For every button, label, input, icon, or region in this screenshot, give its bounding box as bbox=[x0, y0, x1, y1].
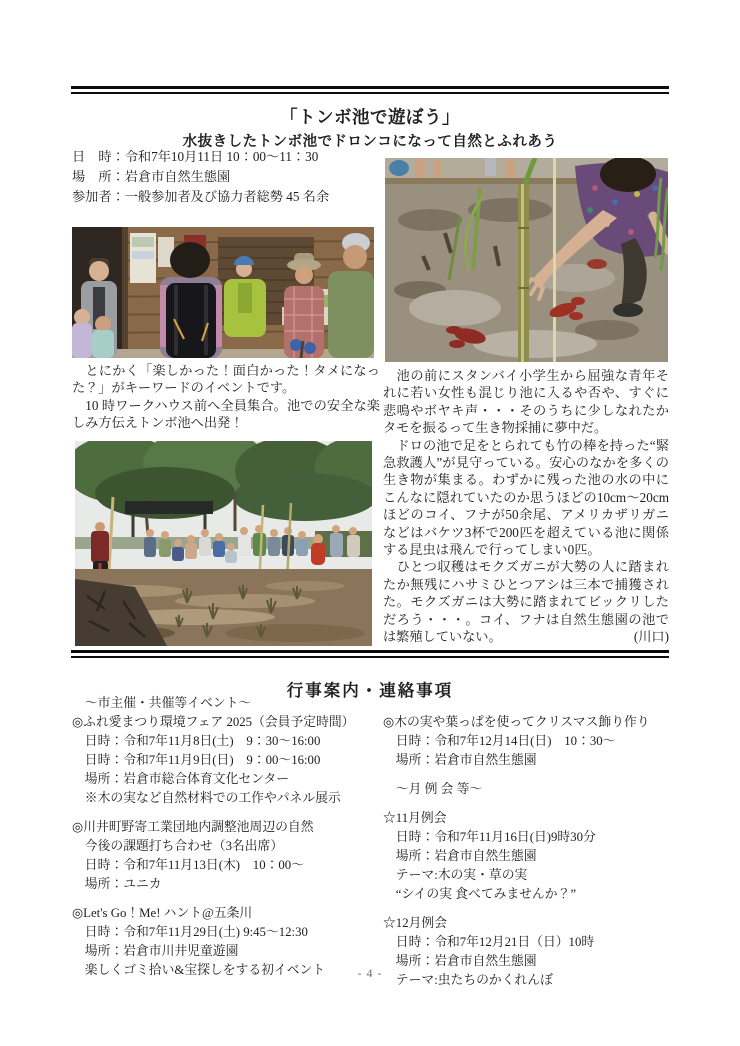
event-line: 日時：令和7年11月29日(土) 9:45～12:30 bbox=[72, 925, 308, 939]
event-block bbox=[383, 713, 673, 770]
paragraph-text: ひとつ収穫はモクズガニが大勢の人に踏まれたか無残にハサミひとつアシは三本で捕獲された。モクズガニは大勢に踏まれてビックリしただろう・・・。コイ、フナは自然生態園の池では繁殖していない。 bbox=[383, 559, 669, 645]
event-line: ※木の実など自然材料での工作やパネル展示 bbox=[72, 791, 341, 805]
event-line: 日時：令和7年11月16日(日)9時30分 bbox=[383, 830, 596, 844]
event-block bbox=[383, 809, 673, 904]
event-line: 日時：令和7年11月9日(日) 9：00～16:00 bbox=[72, 753, 321, 767]
paragraph: 10 時ワークハウス前へ全員集合。池での安全な楽しみ方伝えトンボ池へ出発！ bbox=[72, 397, 380, 431]
event-line: “シイの実 食べてみませんか？” bbox=[383, 887, 577, 901]
article-title: 「トンボ池で遊ぼう」 bbox=[280, 106, 460, 127]
event-line: 日時：令和7年12月14日(日) 10：30～ bbox=[383, 734, 616, 748]
event-line: 場所：岩倉市自然生態園 bbox=[383, 849, 537, 863]
event-line: ◎Let's Go！Me! ハント@五条川 bbox=[72, 906, 253, 920]
photo-pond-illustration bbox=[75, 441, 372, 646]
event-line: 日時：令和7年12月21日（日）10時 bbox=[383, 935, 595, 949]
events-left-column bbox=[72, 694, 380, 990]
section-heading: 行事案内・連絡事項 bbox=[286, 680, 454, 700]
photo-mud-illustration bbox=[385, 158, 668, 362]
event-line: 場所：岩倉市自然生態園 bbox=[383, 753, 537, 767]
article-left-column bbox=[72, 362, 380, 432]
event-line: 日時：令和7年11月8日(土) 9：30～16:00 bbox=[72, 734, 321, 748]
event-line: ☆11月例会 bbox=[383, 811, 447, 825]
event-line: 場所：岩倉市自然生態園 bbox=[383, 954, 537, 968]
article-right-column bbox=[383, 367, 669, 646]
photo-mud-crayfish bbox=[385, 158, 668, 362]
event-line: ◎木の実や葉っぱを使ってクリスマス飾り作り bbox=[383, 715, 650, 729]
event-info bbox=[72, 147, 382, 207]
event-line: ◎ふれ愛まつり環境フェア 2025（会員予定時間） bbox=[72, 715, 355, 729]
event-line: テーマ:虫たちのかくれんぼ bbox=[383, 973, 553, 987]
event-line: 今後の課題打ち合わせ（3名出席） bbox=[72, 839, 284, 853]
info-place: 場 所：岩倉市自然生態園 bbox=[72, 169, 231, 184]
paragraph: ドロの池で足をとられても竹の棒を持った“緊急救護人”が見守っている。安心のなかを多くの生き物が集まる。わずかに残った池の水の中にこんなに隠れていたのか思うほどの10cm～20cmほどのコイ、フナが50余尾、アメリカザリガニなどはバケツ3杯で200匹を超えている池に関係する昆虫は飛んで行ってしまい0匹。 bbox=[383, 437, 669, 558]
event-line: テーマ:木の実・草の実 bbox=[383, 868, 528, 882]
event-line: 場所：岩倉市総合体育文化センター bbox=[72, 772, 290, 786]
info-participants: 参加者：一般参加者及び協力者総勢 45 名余 bbox=[72, 189, 330, 204]
event-block bbox=[383, 780, 673, 799]
section-divider bbox=[71, 650, 669, 658]
event-line: 日時：令和7年11月13日(木) 10：00～ bbox=[72, 858, 304, 872]
byline: (川口) bbox=[633, 629, 669, 645]
photo-pond-group bbox=[75, 441, 372, 646]
page-number: - 4 - bbox=[357, 966, 383, 980]
events-right-column bbox=[383, 713, 673, 1000]
photo-workhouse-gathering bbox=[72, 227, 374, 358]
photo-workhouse-illustration bbox=[72, 227, 374, 358]
paragraph: 池の前にスタンバイ小学生から屈強な青年それに若い女性も混じり池に入るや否や、すぐに悲鳴やボヤキ声・・・そのうちに少しなれたかタモを振るって生き物採捕に夢中だ。 bbox=[383, 368, 669, 436]
paragraph: とにかく「楽しかった！面白かった！タメになった？」がキーワードのイベントです。 bbox=[72, 363, 380, 396]
event-block bbox=[72, 713, 380, 808]
event-line: 楽しくゴミ拾い&宝探しをする初イベント bbox=[72, 963, 326, 977]
event-block bbox=[72, 818, 380, 894]
event-line: ◎川井町野寄工業団地内調整池周辺の自然 bbox=[72, 820, 314, 834]
event-line: 場所：岩倉市川井児童遊園 bbox=[72, 944, 239, 958]
events-group-title: ～市主催・共催等イベント～ bbox=[72, 696, 252, 710]
event-line: ☆12月例会 bbox=[383, 916, 447, 930]
article-subtitle: 水抜きしたトンボ池でドロンコになって自然とふれあう bbox=[182, 134, 558, 151]
top-divider bbox=[71, 86, 669, 94]
events-group-title: ～月 例 会 等～ bbox=[383, 782, 483, 796]
info-datetime: 日 時：令和7年10月11日 10：00～11：30 bbox=[72, 149, 319, 164]
paragraph bbox=[383, 558, 669, 645]
event-line: 場所：ユニカ bbox=[72, 877, 162, 891]
